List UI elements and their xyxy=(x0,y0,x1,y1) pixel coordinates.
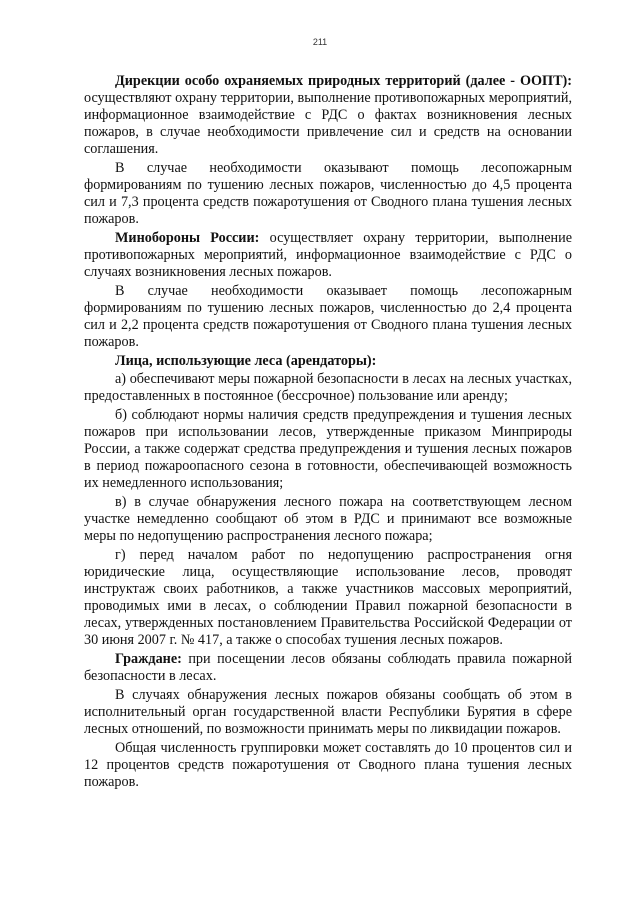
paragraph-total-text: Общая численность группировки может составлять до 10 процентов сил и 12 процентов средств пожаротушения от Сводного плана тушения лесных пожаров. xyxy=(84,740,572,790)
paragraph-oopt-text: осуществляют охрану территории, выполнение противопожарных мероприятий, информационное взаимодействие с РДС о фактах возникновения лесных пожаров, в случае необходимости привлечение сил и средств на основании соглашения. xyxy=(84,90,572,157)
forest-users-heading: Лица, использующие леса (арендаторы): xyxy=(115,353,377,369)
paragraph-citizens-heading: Граждане: xyxy=(115,651,182,667)
paragraph-item-d xyxy=(84,547,572,649)
paragraph-oopt-assistance xyxy=(84,160,572,228)
paragraph-oopt xyxy=(84,73,572,158)
paragraph-defense-text: осуществляет охрану территории, выполнение противопожарных мероприятий, информационное взаимодействие с РДС о случаях возникновения лесных пожаров. xyxy=(84,230,572,280)
paragraph-oopt-assistance-text: В случае необходимости оказывают помощь лесопожарным формированиям по тушению лесных пожаров, численностью до 4,5 процента сил и 7,3 процента средств пожаротушения от Сводного плана тушения лесных пожаров. xyxy=(84,160,572,227)
paragraph-item-a xyxy=(84,371,572,405)
paragraph-total xyxy=(84,740,572,791)
paragraph-item-c xyxy=(84,494,572,545)
paragraph-defense-assistance-text: В случае необходимости оказывает помощь лесопожарным формированиям по тушению лесных пожаров, численностью до 2,4 процента сил и 2,2 процента средств пожаротушения от Сводного плана тушения лесных пожаров. xyxy=(84,283,572,350)
paragraph-defense xyxy=(84,230,572,281)
paragraph-defense-assistance xyxy=(84,283,572,351)
paragraph-citizens-report-text: В случаях обнаружения лесных пожаров обязаны сообщать об этом в исполнительный орган государственной власти Республики Бурятия в сфере лесных отношений, по возможности принимать меры по ликвидации пожаров. xyxy=(84,687,572,737)
item-d-text: г) перед началом работ по недопущению распространения огня юридические лица, осуществляющие использование лесов, проводят инструктаж своих работников, а также участников массовых мероприятий, проводимых ими в лесах, о соблюдении Правил пожарной безопасности в лесах, утвержденных постановлением Правительства Российской Федерации от 30 июня 2007 г. № 417, а также о способах тушения лесных пожаров. xyxy=(84,547,572,648)
paragraph-citizens-report xyxy=(84,687,572,738)
paragraph-oopt-heading: Дирекции особо охраняемых природных территорий (далее - ООПТ): xyxy=(115,73,572,89)
paragraph-forest-users-heading xyxy=(84,353,572,370)
item-b-text: б) соблюдают нормы наличия средств предупреждения и тушения лесных пожаров при использовании лесов, утвержденные приказом Минприроды России, а также содержат средства предупреждения и тушения лесных пожаров в период пожароопасного сезона в готовности, обеспечивающей возможность их немедленного использования; xyxy=(84,407,572,491)
page-number: 211 xyxy=(312,37,328,47)
item-c-text: в) в случае обнаружения лесного пожара на соответствующем лесном участке немедленно сообщают об этом в РДС и принимают все возможные меры по недопущению распространения лесного пожара; xyxy=(84,494,572,544)
paragraph-citizens-text: при посещении лесов обязаны соблюдать правила пожарной безопасности в лесах. xyxy=(84,651,572,684)
paragraph-citizens xyxy=(84,651,572,685)
item-a-text: а) обеспечивают меры пожарной безопасности в лесах на лесных участках, предоставленных в постоянное (бессрочное) пользование или аренду; xyxy=(84,371,572,404)
paragraph-defense-heading: Минобороны России: xyxy=(115,230,260,246)
document-body xyxy=(84,73,572,793)
paragraph-item-b xyxy=(84,407,572,492)
